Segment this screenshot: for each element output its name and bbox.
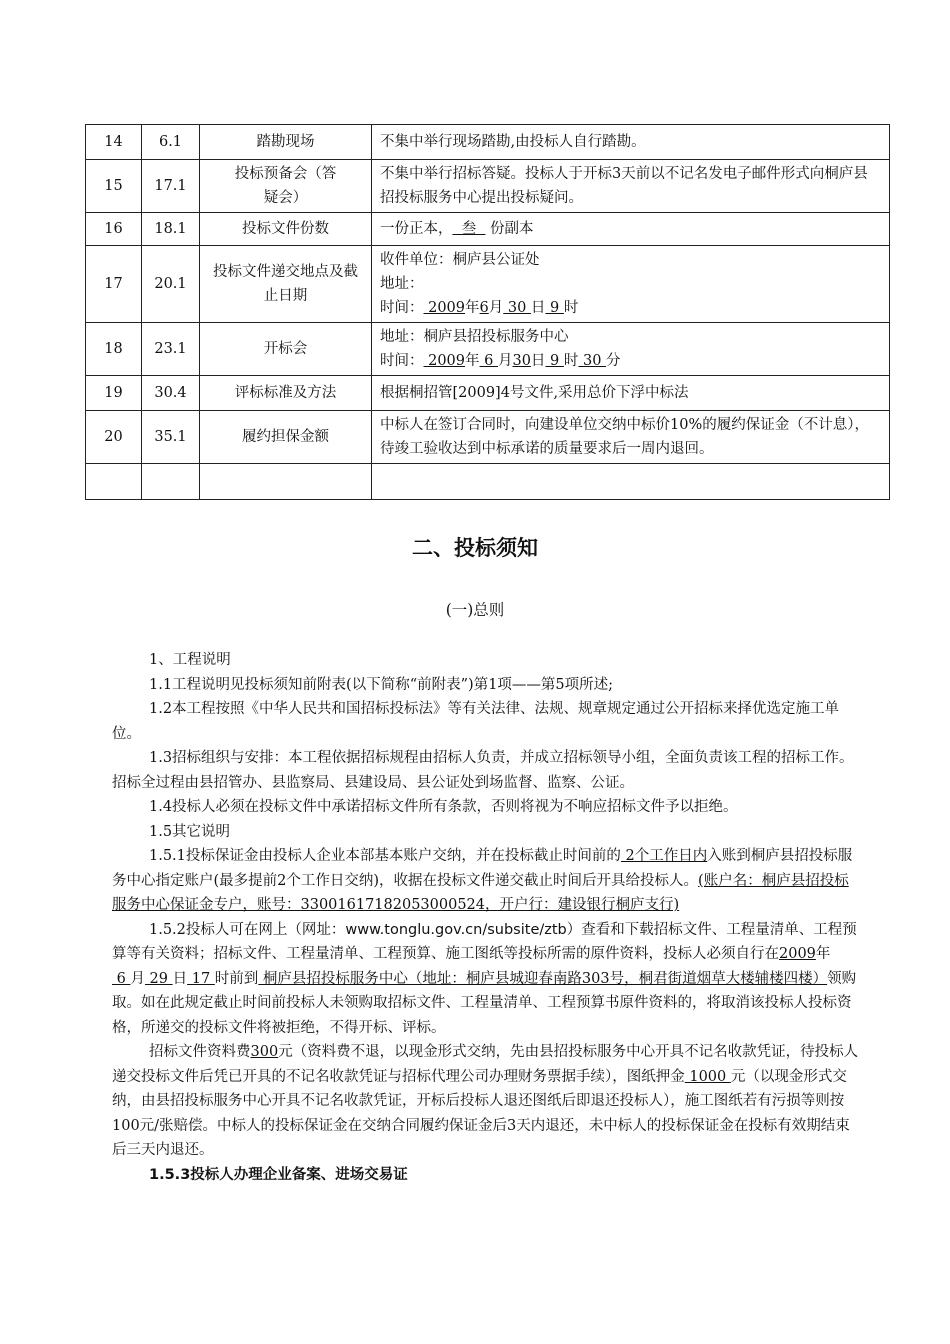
address-line: 地址：桐庐县招投标服务中心 [380, 329, 569, 345]
table-row [86, 376, 890, 411]
item-content [372, 213, 890, 246]
content-text: 份副本 [485, 221, 534, 237]
item-content: 中标人在签订合同时，向建设单位交纳中标价10%的履约保证金（不计息），待竣工验收达到中标承诺的质量要求后一周内退回。 [372, 411, 890, 464]
item-name: 投标预备会（答疑会） [200, 160, 372, 213]
clause-number: 17.1 [142, 160, 200, 213]
item-content [372, 323, 890, 376]
website-url: www.tonglu.gov.cn/subsite/ztb [345, 921, 567, 938]
item-name: 开标会 [200, 323, 372, 376]
item-name: 履约担保金额 [200, 411, 372, 464]
row-number: 15 [86, 160, 142, 213]
paragraph: 1.1工程说明见投标须知前附表(以下简称“前附表”)第1项——第5项所述; [149, 676, 614, 693]
table-row [86, 213, 890, 246]
copies-count: 叁 [452, 221, 486, 237]
item-name: 投标文件份数 [200, 213, 372, 246]
clause-number: 23.1 [142, 323, 200, 376]
table-row [86, 323, 890, 376]
clause-number: 35.1 [142, 411, 200, 464]
clause-number: 6.1 [142, 125, 200, 160]
content-text: 一份正本， [380, 221, 453, 237]
row-number: 14 [86, 125, 142, 160]
paragraph: 1、工程说明 [149, 652, 231, 668]
row-number: 16 [86, 213, 142, 246]
row-number: 20 [86, 411, 142, 464]
subsection-title: (一)总则 [445, 601, 505, 619]
item-content: 不集中举行招标答疑。投标人于开标3天前以不记名发电子邮件形式向桐庐县招投标服务中心提出投标疑问。 [372, 160, 890, 213]
row-number: 17 [86, 246, 142, 323]
paragraph: 1.5其它说明 [149, 823, 231, 840]
table-row [86, 411, 890, 464]
paragraph-download: 1.5.2投标人可在网上（网址：www.tonglu.gov.cn/subsite/ztb）查看和下载招标文件、工程量清单、工程预算等有关资料；招标文件、工程量清单、工程预算、施工图纸等投标所需的原件资料，投标人必须自行在2009年 6 月 29 日 17 时前到 桐庐县招投标服务中心（地址：桐庐县城迎春南路303号，桐君街道烟草大楼辅楼四楼）领购取。如在此规定截止时间前投标人未领购取招标文件、工程量清单、工程预算书原件资料的，将取消该投标人投标资格，所递交的投标文件将被拒绝，不得开标、评标。 [112, 921, 857, 1036]
item-name: 投标文件递交地点及截止日期 [200, 246, 372, 323]
paragraph: 1.4投标人必须在投标文件中承诺招标文件所有条款，否则将视为不响应招标文件予以拒绝。 [149, 799, 738, 815]
clause-number: 20.1 [142, 246, 200, 323]
paragraph-deposit: 1.5.1投标保证金由投标人企业本部基本账户交纳，并在投标截止时间前的 2个工作日内入账到桐庐县招投标服务中心指定账户(最多提前2个工作日交纳)，收据在投标文件递交截止时间后开具给投标人。(账户名：桐庐县招投标服务中心保证金专户，账号：33001617182053000524，开户行：建设银行桐庐支行) [112, 848, 853, 913]
clause-number: 30.4 [142, 376, 200, 411]
paragraph-heading: 1.5.3投标人办理企业备案、进场交易证 [149, 1166, 408, 1183]
item-content: 根据桐招管[2009]4号文件,采用总价下浮中标法 [372, 376, 890, 411]
item-name: 踏勘现场 [200, 125, 372, 160]
deadline-line: 时间： 2009年6月 30 日 9 时 [380, 300, 579, 316]
row-number: 19 [86, 376, 142, 411]
paragraph-fees: 招标文件资料费300元（资料费不退，以现金形式交纳，先由县招投标服务中心开具不记名收款凭证，待投标人递交投标文件后凭已开具的不记名收款凭证与招标代理公司办理财务票据手续），图纸押金 1000 元（以现金形式交纳，由县招投标服务中心开具不记名收款凭证，开标后投标人退还图纸后即退还投标人），施工图纸若有污损等则按100元/张赔偿。中标人的投标保证金在交纳合同履约保证金后3天内退还，未中标人的投标保证金在投标有效期结束后三天内退还。 [112, 1044, 859, 1158]
table-row [86, 246, 890, 323]
item-content [372, 246, 890, 323]
row-number: 18 [86, 323, 142, 376]
paragraph: 1.3招标组织与安排：本工程依据招标规程由招标人负责，并成立招标领导小组，全面负责该工程的招标工作。招标全过程由县招管办、县监察局、县建设局、县公证处到场监督、监察、公证。 [112, 750, 854, 791]
document-body [112, 648, 862, 1187]
item-content: 不集中举行现场踏勘,由投标人自行踏勘。 [372, 125, 890, 160]
table-row [86, 160, 890, 213]
table-row [86, 125, 890, 160]
recipient-line: 收件单位：桐庐县公证处 [380, 252, 540, 268]
section-title: 二、投标须知 [412, 536, 538, 560]
table-row-empty [86, 464, 890, 500]
item-name: 评标标准及方法 [200, 376, 372, 411]
clause-number: 18.1 [142, 213, 200, 246]
front-matter-table [85, 124, 890, 500]
address-line: 地址： [380, 276, 424, 292]
opening-time-line: 时间： 2009年 6 月30日 9 时 30 分 [380, 353, 621, 369]
paragraph: 1.2本工程按照《中华人民共和国招标投标法》等有关法律、法规、规章规定通过公开招标来择优选定施工单位。 [112, 701, 840, 742]
account-info: (账户名：桐庐县招投标服务中心保证金专户，账号：33001617182053000524，开户行：建设银行桐庐支行) [112, 872, 849, 913]
pickup-location: 桐庐县招投标服务中心（地址：桐庐县城迎春南路303号，桐君街道烟草大楼辅楼四楼） [258, 970, 828, 987]
